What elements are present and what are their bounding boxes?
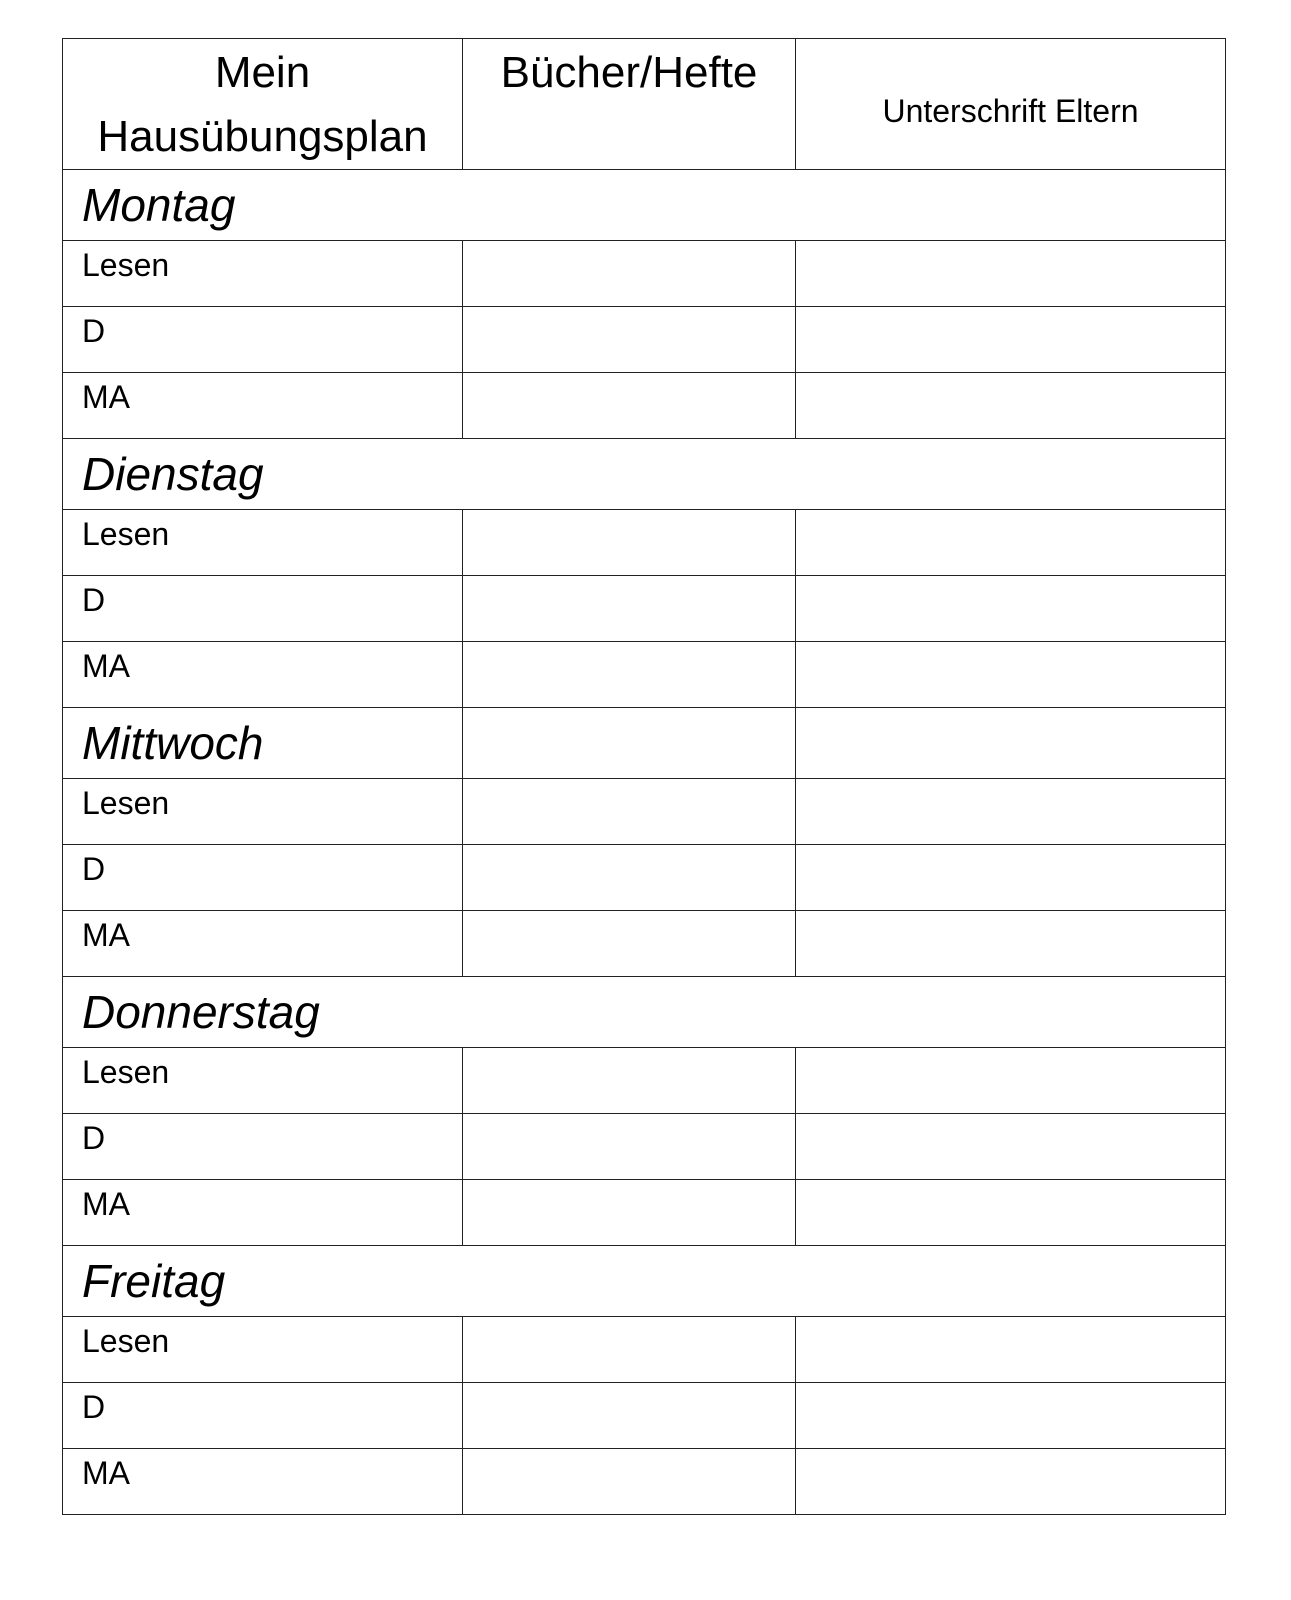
task-row <box>63 845 1226 911</box>
signature-field[interactable] <box>796 307 1226 373</box>
signature-field[interactable] <box>796 911 1226 977</box>
books-field[interactable] <box>463 845 796 911</box>
task-label: Lesen <box>82 1054 170 1090</box>
plan-title-cell <box>63 39 463 170</box>
task-label: MA <box>82 379 130 415</box>
task-row <box>63 642 1226 708</box>
books-field[interactable] <box>463 1114 796 1180</box>
task-label: Lesen <box>82 516 170 552</box>
homework-plan-sheet <box>62 38 1225 1515</box>
books-field[interactable] <box>463 779 796 845</box>
day-cell <box>63 1246 1226 1317</box>
task-label: Lesen <box>82 785 170 821</box>
task-row <box>63 1180 1226 1246</box>
books-field[interactable] <box>463 510 796 576</box>
day-label: Dienstag <box>82 448 264 500</box>
task-row <box>63 510 1226 576</box>
signature-field[interactable] <box>796 1180 1226 1246</box>
task-row <box>63 1048 1226 1114</box>
day-cell <box>63 170 1226 241</box>
books-field[interactable] <box>463 911 796 977</box>
day-label: Donnerstag <box>82 986 320 1038</box>
task-row <box>63 576 1226 642</box>
books-header-cell <box>463 39 796 170</box>
books-field[interactable] <box>463 1383 796 1449</box>
day-label: Montag <box>82 179 236 231</box>
task-label: MA <box>82 648 130 684</box>
task-label: D <box>82 313 106 349</box>
task-cell <box>63 1449 463 1515</box>
signature-header: Unterschrift Eltern <box>882 93 1139 129</box>
task-label: MA <box>82 1186 130 1222</box>
books-field[interactable] <box>463 642 796 708</box>
signature-field[interactable] <box>796 642 1226 708</box>
books-field[interactable] <box>463 1048 796 1114</box>
task-cell <box>63 241 463 307</box>
signature-field[interactable] <box>796 779 1226 845</box>
homework-plan-table <box>62 38 1226 1515</box>
task-label: D <box>82 1389 106 1425</box>
task-label: D <box>82 851 106 887</box>
task-row <box>63 373 1226 439</box>
books-field[interactable] <box>463 1317 796 1383</box>
signature-field[interactable] <box>796 241 1226 307</box>
task-cell <box>63 1180 463 1246</box>
books-field[interactable] <box>463 1449 796 1515</box>
day-row-donnerstag <box>63 977 1226 1048</box>
books-field[interactable] <box>463 1180 796 1246</box>
day-cell <box>63 708 463 779</box>
signature-field[interactable] <box>796 1449 1226 1515</box>
task-cell <box>63 307 463 373</box>
task-label: Lesen <box>82 1323 170 1359</box>
task-cell <box>63 576 463 642</box>
signature-field[interactable] <box>796 1317 1226 1383</box>
task-row <box>63 1114 1226 1180</box>
header-row <box>63 39 1226 170</box>
books-field[interactable] <box>463 373 796 439</box>
task-label: MA <box>82 917 130 953</box>
task-row <box>63 1383 1226 1449</box>
task-label: D <box>82 1120 106 1156</box>
day-cell <box>63 439 1226 510</box>
day-row-montag <box>63 170 1226 241</box>
books-field[interactable] <box>463 241 796 307</box>
books-field[interactable] <box>463 708 796 779</box>
day-row-mittwoch <box>63 708 1226 779</box>
task-cell <box>63 845 463 911</box>
task-cell <box>63 911 463 977</box>
day-label: Freitag <box>82 1255 226 1307</box>
signature-field[interactable] <box>796 1114 1226 1180</box>
signature-field[interactable] <box>796 708 1226 779</box>
task-label: Lesen <box>82 247 170 283</box>
signature-field[interactable] <box>796 1048 1226 1114</box>
task-row <box>63 911 1226 977</box>
task-cell <box>63 642 463 708</box>
task-cell <box>63 1048 463 1114</box>
books-header: Bücher/Hefte <box>500 48 758 97</box>
plan-title: Mein Hausübungsplan <box>97 48 428 161</box>
signature-field[interactable] <box>796 1383 1226 1449</box>
task-cell <box>63 1317 463 1383</box>
task-row <box>63 779 1226 845</box>
task-cell <box>63 1383 463 1449</box>
day-cell <box>63 977 1226 1048</box>
task-label: MA <box>82 1455 130 1491</box>
day-row-freitag <box>63 1246 1226 1317</box>
day-label: Mittwoch <box>82 717 264 769</box>
task-row <box>63 241 1226 307</box>
task-cell <box>63 1114 463 1180</box>
signature-field[interactable] <box>796 510 1226 576</box>
signature-field[interactable] <box>796 845 1226 911</box>
task-cell <box>63 373 463 439</box>
task-cell <box>63 510 463 576</box>
task-cell <box>63 779 463 845</box>
signature-field[interactable] <box>796 576 1226 642</box>
task-row <box>63 1317 1226 1383</box>
task-row <box>63 307 1226 373</box>
signature-header-cell <box>796 39 1226 170</box>
books-field[interactable] <box>463 576 796 642</box>
books-field[interactable] <box>463 307 796 373</box>
signature-field[interactable] <box>796 373 1226 439</box>
task-label: D <box>82 582 106 618</box>
task-row <box>63 1449 1226 1515</box>
day-row-dienstag <box>63 439 1226 510</box>
